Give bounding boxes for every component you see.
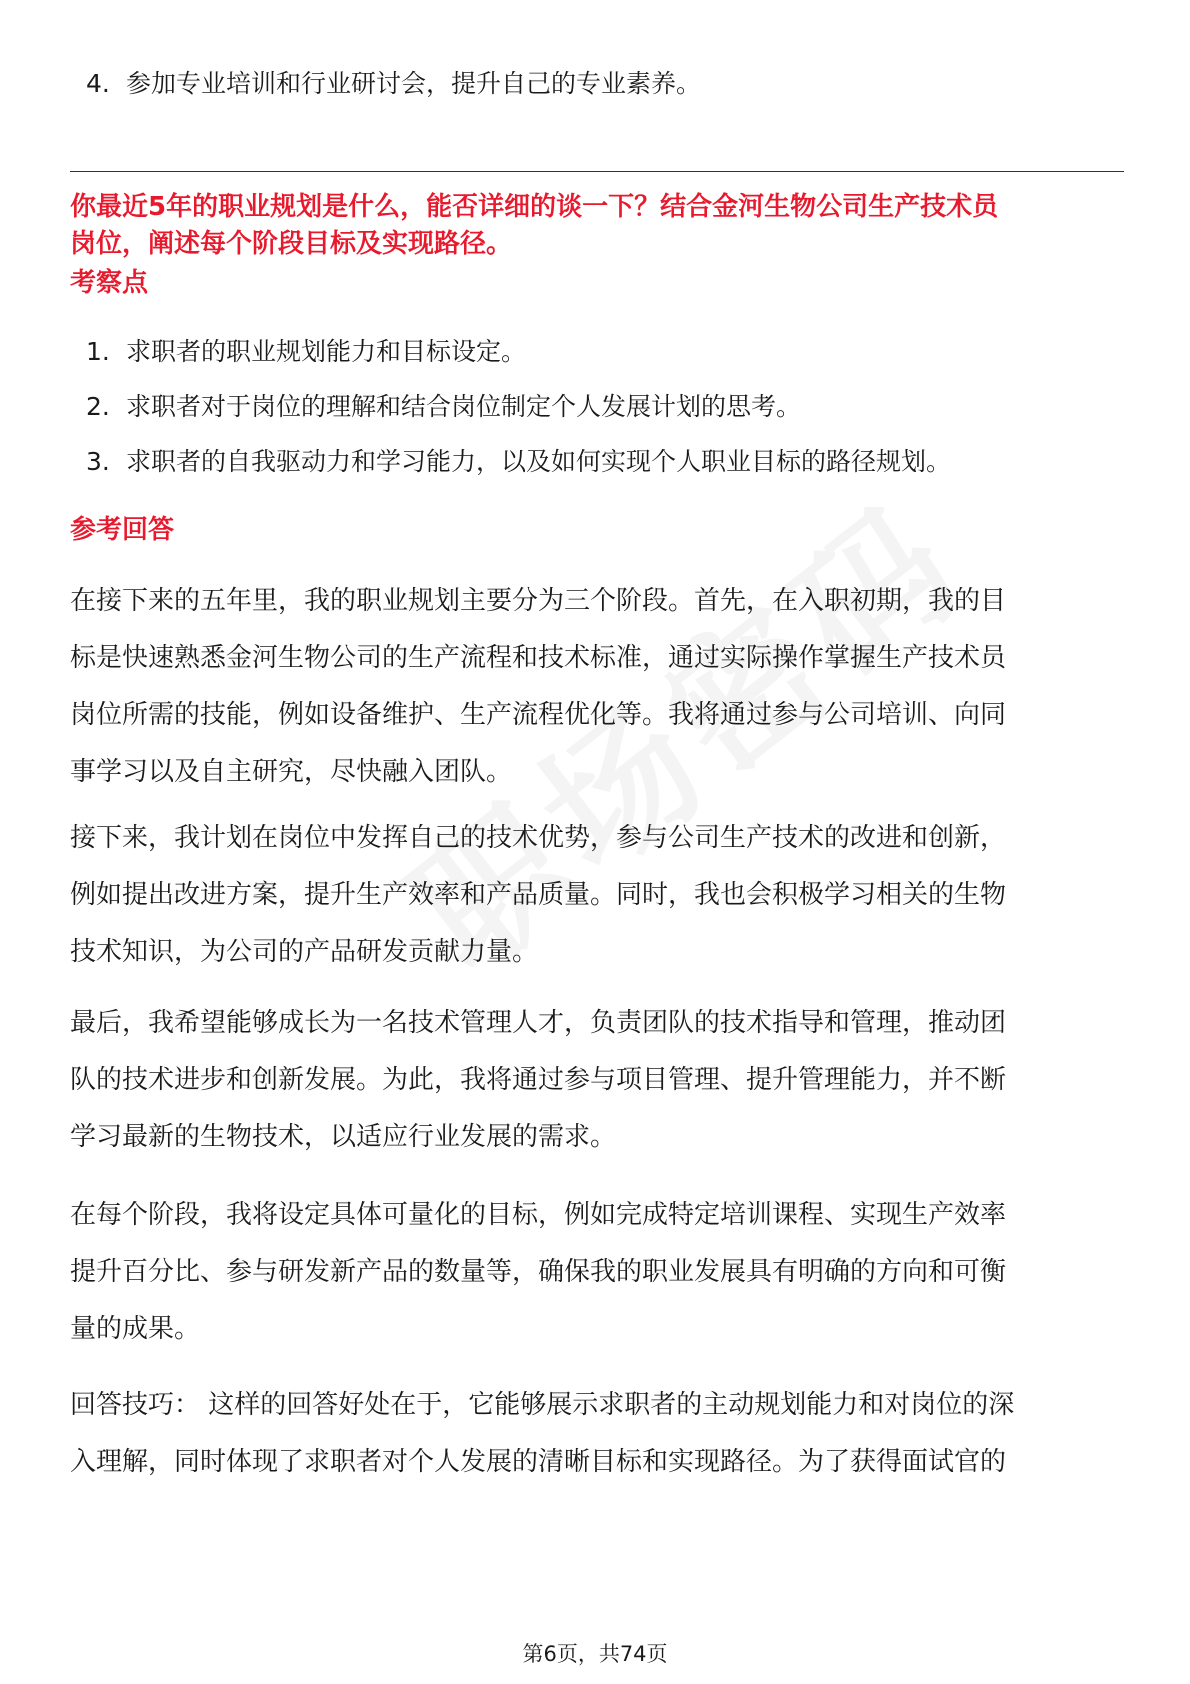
list-number: 4. — [86, 69, 110, 98]
paragraph-line: 回答技巧： 这样的回答好处在于，它能够展示求职者的主动规划能力和对岗位的深 — [70, 1390, 1015, 1420]
list-text: 参加专业培训和行业研讨会，提升自己的专业素养。 — [126, 69, 702, 98]
paragraph-line: 接下来，我计划在岗位中发挥自己的技术优势，参与公司生产技术的改进和创新， — [70, 823, 1007, 853]
list-number: 1. — [86, 337, 110, 366]
paragraph-line: 在接下来的五年里，我的职业规划主要分为三个阶段。首先，在入职初期，我的目 — [70, 586, 1007, 616]
list-text: 求职者的自我驱动力和学习能力，以及如何实现个人职业目标的路径规划。 — [126, 447, 952, 476]
answer-paragraph — [70, 573, 1124, 801]
reference-answer-title: 参考回答 — [70, 515, 175, 545]
paragraph-line: 最后，我希望能够成长为一名技术管理人才，负责团队的技术指导和管理，推动团 — [70, 1008, 1007, 1038]
paragraph-line: 队的技术进步和创新发展。为此，我将通过参与项目管理、提升管理能力，并不断 — [70, 1065, 1007, 1095]
exam-points-title: 考察点 — [70, 268, 149, 298]
paragraph-line: 在每个阶段，我将设定具体可量化的目标，例如完成特定培训课程、实现生产效率 — [70, 1200, 1007, 1230]
answer-paragraph — [70, 1377, 1124, 1491]
question-heading — [70, 189, 1124, 263]
paragraph-line: 岗位所需的技能，例如设备维护、生产流程优化等。我将通过参与公司培训、向同 — [70, 700, 1007, 730]
section-divider — [70, 171, 1124, 172]
list-text: 求职者对于岗位的理解和结合岗位制定个人发展计划的思考。 — [126, 392, 802, 421]
list-item — [86, 334, 526, 370]
answer-paragraph — [70, 995, 1124, 1166]
paragraph-line: 事学习以及自主研究，尽快融入团队。 — [70, 757, 513, 787]
list-number: 3. — [86, 447, 110, 476]
paragraph-line: 提升百分比、参与研发新产品的数量等，确保我的职业发展具有明确的方向和可衡 — [70, 1257, 1007, 1287]
answer-paragraph — [70, 810, 1124, 981]
paragraph-line: 学习最新的生物技术，以适应行业发展的需求。 — [70, 1122, 617, 1152]
question-line: 岗位，阐述每个阶段目标及实现路径。 — [70, 229, 513, 259]
paragraph-line: 入理解，同时体现了求职者对个人发展的清晰目标和实现路径。为了获得面试官的 — [70, 1447, 1007, 1477]
paragraph-line: 量的成果。 — [70, 1314, 201, 1344]
list-item — [86, 66, 701, 102]
paragraph-line: 技术知识，为公司的产品研发贡献力量。 — [70, 937, 539, 967]
paragraph-line: 标是快速熟悉金河生物公司的生产流程和技术标准，通过实际操作掌握生产技术员 — [70, 643, 1007, 673]
list-number: 2. — [86, 392, 110, 421]
answer-paragraph — [70, 1187, 1124, 1358]
list-text: 求职者的职业规划能力和目标设定。 — [126, 337, 527, 366]
list-item — [86, 389, 801, 425]
question-line: 你最近5年的职业规划是什么，能否详细的谈一下？结合金河生物公司生产技术员 — [70, 192, 999, 222]
page-number: 第6页，共74页 — [522, 1642, 668, 1666]
paragraph-line: 例如提出改进方案，提升生产效率和产品质量。同时，我也会积极学习相关的生物 — [70, 880, 1007, 910]
list-item — [86, 444, 951, 480]
